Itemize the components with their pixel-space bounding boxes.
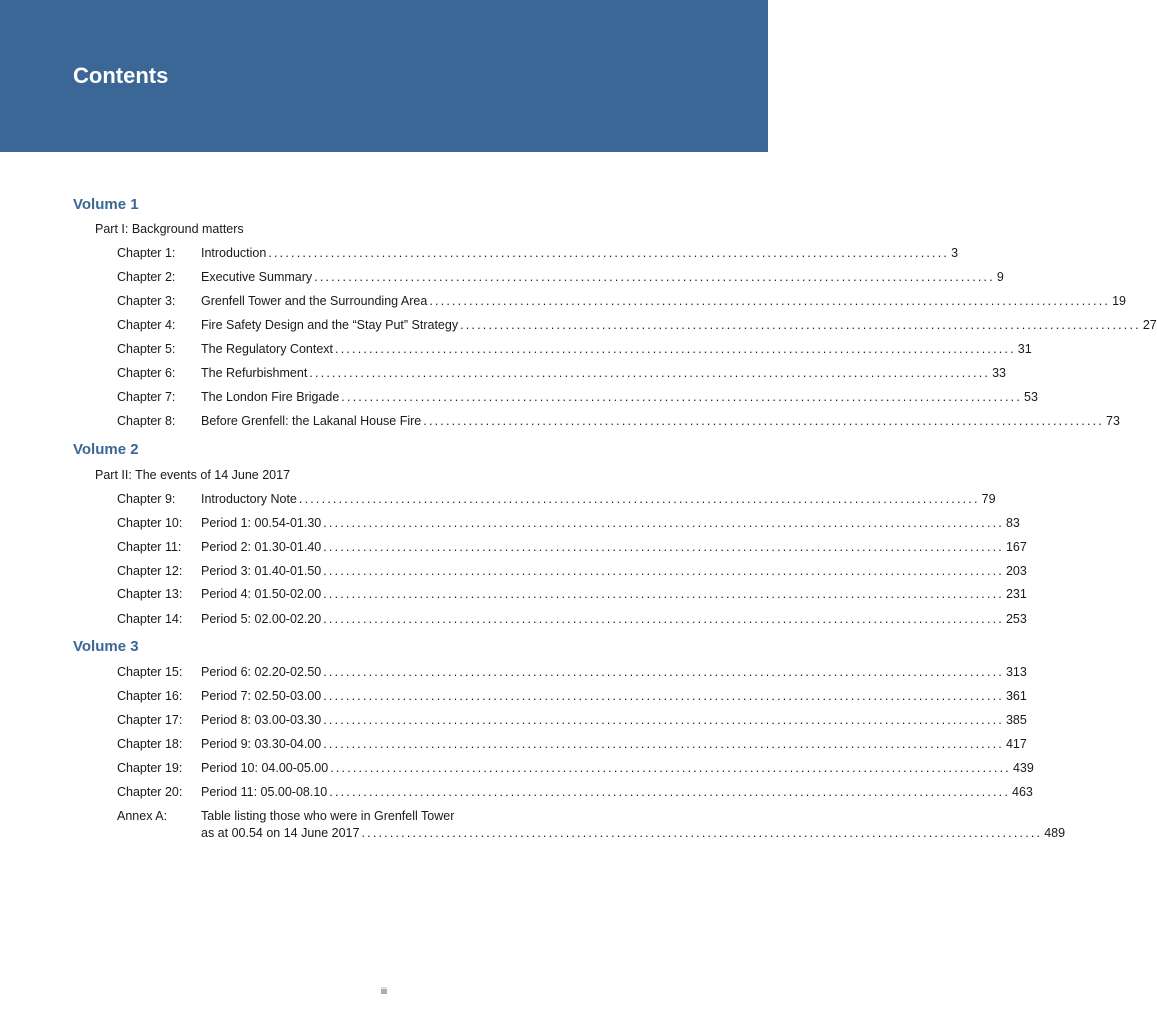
chapter-title: Period 1: 00.54-01.30: [201, 516, 322, 530]
chapter-title: Grenfell Tower and the Surrounding Area: [201, 294, 428, 308]
chapter-title: Fire Safety Design and the “Stay Put” Strategy: [201, 318, 459, 332]
chapter-title: Period 6: 02.20-02.50: [201, 665, 322, 679]
dot-leader: ........................................................................................................................: [329, 785, 1011, 799]
chapter-title: Before Grenfell: the Lakanal House Fire: [201, 414, 422, 428]
chapter-page: 19: [1112, 294, 1126, 308]
chapter-label: Chapter 13:: [117, 587, 183, 601]
dot-leader: ........................................................................................................................: [323, 516, 1004, 530]
dot-leader: ........................................................................................................................: [423, 414, 1105, 428]
chapter-title: Period 4: 01.50-02.00: [201, 587, 322, 601]
dot-leader: ........................................................................................................................: [323, 587, 1004, 601]
chapter-label: Chapter 3:: [117, 294, 176, 308]
dot-leader: ........................................................................................................................: [429, 294, 1111, 308]
chapter-label: Chapter 19:: [117, 761, 183, 775]
chapter-title: The Refurbishment: [201, 366, 308, 380]
chapter-page: 361: [1005, 689, 1027, 703]
chapter-page: 463: [1012, 785, 1033, 799]
dot-leader: ........................................................................................................................: [323, 689, 1004, 703]
chapter-page: 253: [1005, 612, 1027, 626]
dot-leader: ........................................................................................................................: [323, 713, 1004, 727]
chapter-label: Chapter 7:: [117, 390, 176, 404]
dot-leader: ........................................................................................................................: [323, 540, 1004, 554]
page-title: Contents: [73, 63, 169, 88]
dot-leader: ........................................................................................................................: [323, 737, 1004, 751]
chapter-title: Executive Summary: [201, 270, 313, 284]
chapter-title: Period 9: 03.30-04.00: [201, 737, 322, 751]
volume-heading: Volume 2: [73, 441, 139, 458]
chapter-title: Period 10: 04.00-05.00: [201, 761, 329, 775]
chapter-page: 203: [1005, 564, 1027, 578]
chapter-title: Period 11: 05.00-08.10: [201, 785, 328, 799]
chapter-page: 167: [1005, 540, 1027, 554]
chapter-title: Period 5: 02.00-02.20: [201, 612, 322, 626]
dot-leader: ........................................................................................................................: [298, 492, 980, 506]
chapter-page: 53: [1024, 390, 1038, 404]
chapter-label: Chapter 15:: [117, 665, 183, 679]
dot-leader: ........................................................................................................................: [330, 761, 1011, 775]
chapter-page: 231: [1005, 587, 1027, 601]
chapter-title: Period 8: 03.00-03.30: [201, 713, 322, 727]
annex-label: Annex A:: [117, 809, 168, 823]
chapter-title: The Regulatory Context: [201, 342, 334, 356]
chapter-label: Chapter 8:: [117, 414, 176, 428]
volume-heading: Volume 1: [73, 196, 139, 213]
dot-leader: ........................................................................................................................: [309, 366, 991, 380]
dot-leader: ........................................................................................................................: [361, 826, 1043, 840]
chapter-title: Period 3: 01.40-01.50: [201, 564, 322, 578]
header-banner: [0, 0, 768, 152]
chapter-label: Chapter 18:: [117, 737, 183, 751]
chapter-title: Period 7: 02.50-03.00: [201, 689, 322, 703]
chapter-page: 417: [1005, 737, 1027, 751]
chapter-page: 79: [981, 492, 996, 506]
chapter-title: Introduction: [201, 246, 267, 260]
chapter-page: 9: [996, 270, 1004, 284]
chapter-label: Chapter 12:: [117, 564, 183, 578]
chapter-title: Period 2: 01.30-01.40: [201, 540, 322, 554]
dot-leader: ........................................................................................................................: [341, 390, 1023, 404]
page-number: iii: [381, 986, 387, 996]
part-heading: Part I: Background matters: [95, 222, 244, 236]
dot-leader: ........................................................................................................................: [323, 612, 1004, 626]
chapter-page: 313: [1005, 665, 1027, 679]
chapter-page: 3: [951, 246, 959, 260]
volume-heading: Volume 3: [73, 638, 139, 655]
dot-leader: ........................................................................................................................: [314, 270, 995, 284]
chapter-label: Chapter 11:: [117, 540, 182, 554]
part-heading: Part II: The events of 14 June 2017: [95, 468, 291, 482]
chapter-title: The London Fire Brigade: [201, 390, 340, 404]
chapter-label: Chapter 16:: [117, 689, 183, 703]
chapter-label: Chapter 4:: [117, 318, 176, 332]
chapter-page: 27: [1142, 318, 1157, 332]
dot-leader: ........................................................................................................................: [323, 564, 1004, 578]
chapter-label: Chapter 17:: [117, 713, 183, 727]
chapter-page: 73: [1106, 414, 1120, 428]
chapter-page: 31: [1017, 342, 1032, 356]
dot-leader: ........................................................................................................................: [460, 318, 1141, 332]
chapter-label: Chapter 2:: [117, 270, 176, 284]
chapter-label: Chapter 14:: [117, 612, 183, 626]
chapter-label: Chapter 5:: [117, 342, 176, 356]
dot-leader: ........................................................................................................................: [323, 665, 1004, 679]
chapter-page: 439: [1012, 761, 1034, 775]
chapter-label: Chapter 9:: [117, 492, 176, 506]
dot-leader: ........................................................................................................................: [268, 246, 950, 260]
chapter-page: 83: [1005, 516, 1020, 530]
chapter-label: Chapter 6:: [117, 366, 176, 380]
chapter-label: Chapter 1:: [117, 246, 176, 260]
dot-leader: ........................................................................................................................: [335, 342, 1016, 356]
annex-page: 489: [1044, 826, 1066, 840]
annex-title-line2: as at 00.54 on 14 June 2017: [201, 826, 360, 840]
chapter-label: Chapter 10:: [117, 516, 183, 530]
chapter-label: Chapter 20:: [117, 785, 183, 799]
chapter-page: 33: [992, 366, 1006, 380]
chapter-page: 385: [1005, 713, 1027, 727]
chapter-title: Introductory Note: [201, 492, 297, 506]
annex-title-line1: Table listing those who were in Grenfell Tower: [201, 809, 455, 823]
